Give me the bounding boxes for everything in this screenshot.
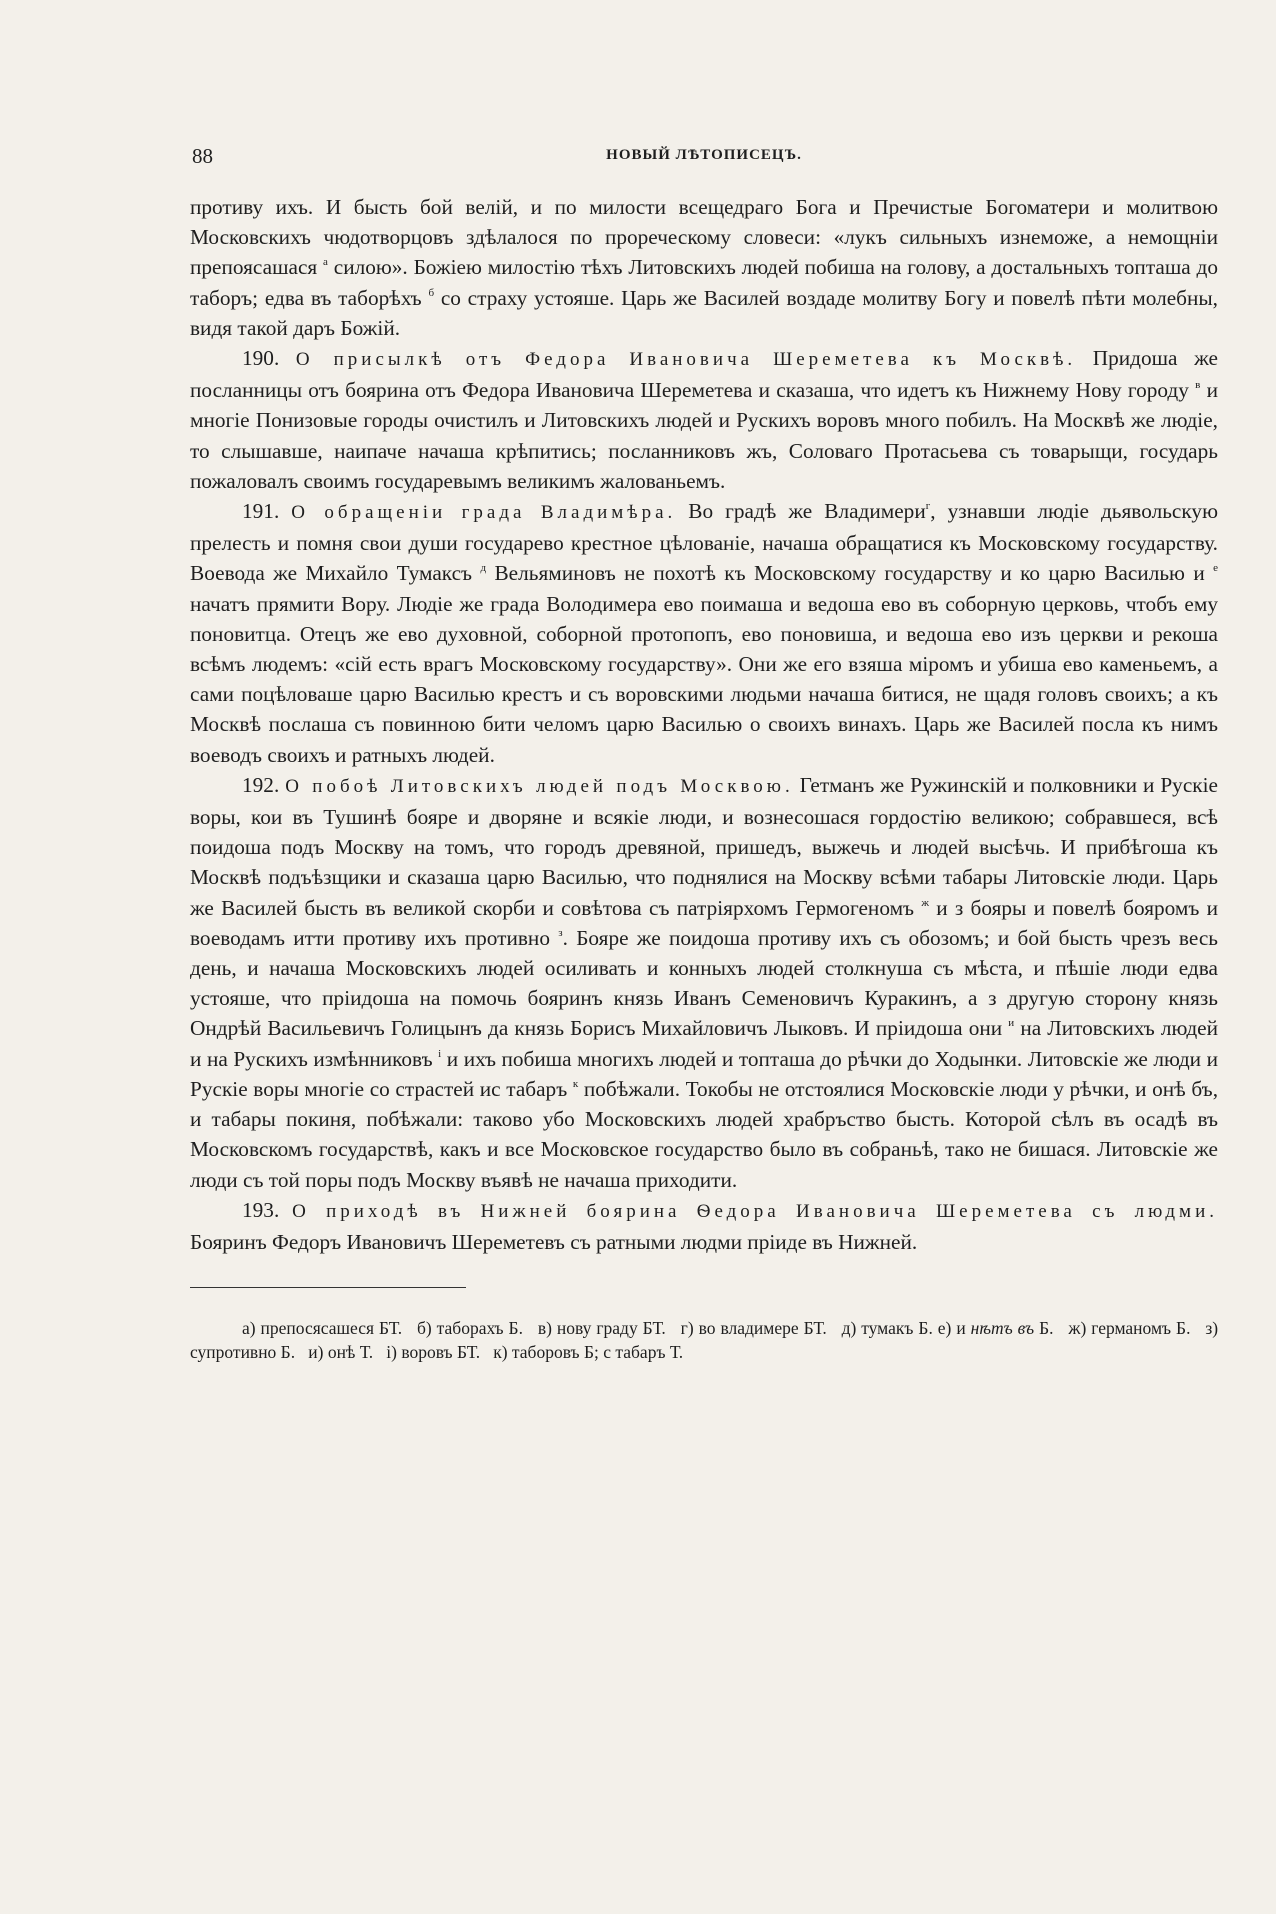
page-number: 88 xyxy=(192,144,213,168)
section-heading: О присылкѣ отъ Федора Ивановича Шереметева къ Москвѣ. xyxy=(295,349,1077,371)
section-number: 191. xyxy=(242,499,280,524)
section-190 xyxy=(190,343,1218,496)
text-span: , узнавши людіе дьявольскую прелесть и помня свои души государево крестное цѣлованіе, начаша обращатися къ Московскому государству. Воевода же Михайло Тумаксъ xyxy=(190,499,1218,586)
footnote-z: з) супротивно Б. xyxy=(190,1318,1219,1363)
section-heading: О побоѣ Литовскихъ людей подъ Москвою. xyxy=(285,775,794,797)
footnote-d: д) тумакъ Б. xyxy=(841,1318,933,1339)
section-number: 190. xyxy=(242,346,280,371)
page-header xyxy=(190,144,1218,178)
section-heading: О обращеніи града Владимѣра. xyxy=(291,502,677,524)
section-number: 192. xyxy=(242,772,280,797)
footnote-e-prefix: е) и xyxy=(937,1318,966,1339)
section-191 xyxy=(190,496,1218,770)
footnote-ref: г xyxy=(925,500,931,513)
footnote-ref: а xyxy=(323,256,328,269)
footnote-v: в) нову граду БТ. xyxy=(537,1318,666,1339)
footnote-ref: е xyxy=(1213,562,1219,575)
text-span: Во градѣ же Владимери xyxy=(688,499,926,524)
footnote-ref: и xyxy=(1008,1017,1015,1030)
footnote-g: г) во владимере БТ. xyxy=(680,1318,827,1339)
footnote-ref: в xyxy=(1195,379,1201,392)
footnote-ref: і xyxy=(438,1047,442,1060)
text-span: побѣжали. Токобы не отстоялися Московскіе люди у рѣчки, и онѣ бъ, и табары покиня, побѣжали: таково убо Московскихъ людей храбръство бысть. Которой сѣлъ въ осадѣ въ Московскомъ государствѣ, какъ и все Московское государство было въ собраньѣ, тако не бишася. Литовскіе же люди съ той поры подъ Москву въявѣ не начаша приходити. xyxy=(190,1076,1219,1192)
section-number: 193. xyxy=(242,1197,280,1222)
text-span: противу ихъ. И бысть бой велій, и по милости всещедраго Бога и Пречистые Богоматери и молитвою Московскихъ чюдотворцовъ здѣлалося по прореческому словеси: «лукъ сильныхъ изнеможе, а немощніи препоясашася xyxy=(190,195,1218,280)
text-span: и з бояры и повелѣ бояромъ и воеводамъ итти противу ихъ противно xyxy=(190,895,1219,950)
text-span: силою». Божіею милостію тѣхъ Литовскихъ людей побиша на голову, а достальныхъ топташа до таборъ; едва въ таборѣхъ xyxy=(190,255,1219,310)
text-span: начатъ прямити Вору. Людіе же града Володимера ево поимаша и ведоша ево въ соборную церковь, чтобъ ему поновитца. Отецъ же ево духовной, соборной протопопъ, ево поновиша, и ведоша ево изъ церкви и рекоша всѣмъ людемъ: «сій есть врагъ Московскому государству». Они же его взяша міромъ и убиша ево каменьемъ, а сами поцѣловаше царю Василью крестъ и съ воровскими людьми начаша битися, не щадя головъ своихъ; а къ Москвѣ послаша съ повинною бити челомъ царю Василью о своихъ винахъ. Царь же Василей посла къ нимъ воеводъ своихъ и ратныхъ людей. xyxy=(190,591,1218,767)
footnote-k2: с табаръ Т. xyxy=(603,1342,684,1363)
text-span: Бояринъ Федоръ Ивановичъ Шереметевъ съ ратными людми пріиде въ Нижней. xyxy=(190,1229,918,1254)
footnotes xyxy=(190,1316,1218,1364)
text-span: . Бояре же поидоша противу ихъ съ обозомъ; и бой бысть чрезъ весь день, и начаша Московскихъ людей осиливать и конныхъ людей столкнуша съ мѣста, и пѣшіе люди едва устояше, что пріидоша на помочь бояринъ князь Иванъ Семеновичъ Куракинъ, а з другую сторону князь Ондрѣй Васильевичъ Голицынъ да князь Борисъ Михайловичъ Лыковъ. И пріидоша они xyxy=(190,925,1219,1041)
running-title: НОВЫЙ ЛѢТОПИСЕЦЪ. xyxy=(606,147,802,163)
footnote-ref: д xyxy=(480,562,487,575)
footnote-divider xyxy=(190,1287,466,1288)
footnote-ii: і) воровъ БТ. xyxy=(386,1342,481,1363)
section-heading: О приходѣ въ Нижней боярина Ѳедора Ивановича Шереметева съ людми. xyxy=(292,1200,1218,1222)
footnote-i: и) онѣ Т. xyxy=(308,1342,374,1363)
main-text xyxy=(190,192,1218,1257)
footnote-ref: б xyxy=(428,286,435,299)
text-span: и многіе Понизовые городы очистилъ и Литовскихъ людей и Рускихъ воровъ много побилъ. На Москвѣ же людіе, то слышавше, наипаче начаша крѣпитись; посланниковъ жъ, Соловаго Протасьева съ товарыщи, государь пожаловалъ своимъ государевымъ великимъ жалованьемъ. xyxy=(190,378,1219,493)
footnote-b: б) таборахъ Б. xyxy=(416,1318,523,1339)
footnote-a: а) препосясашеся БТ. xyxy=(242,1318,403,1339)
text-span: Вельяминовъ не похотѣ къ Московскому государству и ко царю Василью и xyxy=(494,561,1205,586)
text-span: Гетманъ же Ружинскій и полковники и Рускіе воры, кои въ Тушинѣ бояре и дворяне и всякіе люди, и вознесошася гордостію великою; собравшеся, всѣ поидоша подъ Москву на томъ, что городъ древяной, пришедъ, выжечь и людей высѣчь. И прибѣгоша къ Москвѣ подъѣзщики и сказаша царю Василью, что поднялися на Москву всѣми табары Литовскіе люди. Царь же Василей бысть въ великой скорби и совѣтова съ патріярхомъ Гермогеномъ xyxy=(190,772,1218,920)
footnote-k: к) таборовъ Б; xyxy=(493,1342,599,1363)
footnote-ref: к xyxy=(572,1077,579,1090)
footnote-e-suffix: Б. xyxy=(1039,1318,1054,1339)
footnote-ref: з xyxy=(558,926,563,939)
text-span: и ихъ побиша многихъ людей и топташа до рѣчки до Ходынки. Литовскіе же люди и Рускіе воры многіе со страстей ис табаръ xyxy=(190,1046,1218,1101)
text-span: на Литовскихъ людей и на Рускихъ измѣнниковъ xyxy=(190,1016,1219,1071)
footnote-ref: ж xyxy=(921,896,929,909)
text-span: со страху устояше. Царь же Василей воздаде молитву Богу и повелѣ пѣти молебны, видя такой даръ Божій. xyxy=(190,285,1219,340)
section-193 xyxy=(190,1195,1218,1257)
text-span: Придоша же посланницы отъ боярина отъ Федора Ивановича Шереметева и сказаша, что идетъ къ Нижнему Нову городу xyxy=(190,346,1218,403)
section-192 xyxy=(190,770,1218,1195)
intro-paragraph xyxy=(190,192,1218,343)
footnote-e-italic: нѣтъ въ xyxy=(970,1318,1035,1339)
footnote-zh: ж) германомъ Б. xyxy=(1068,1318,1191,1339)
